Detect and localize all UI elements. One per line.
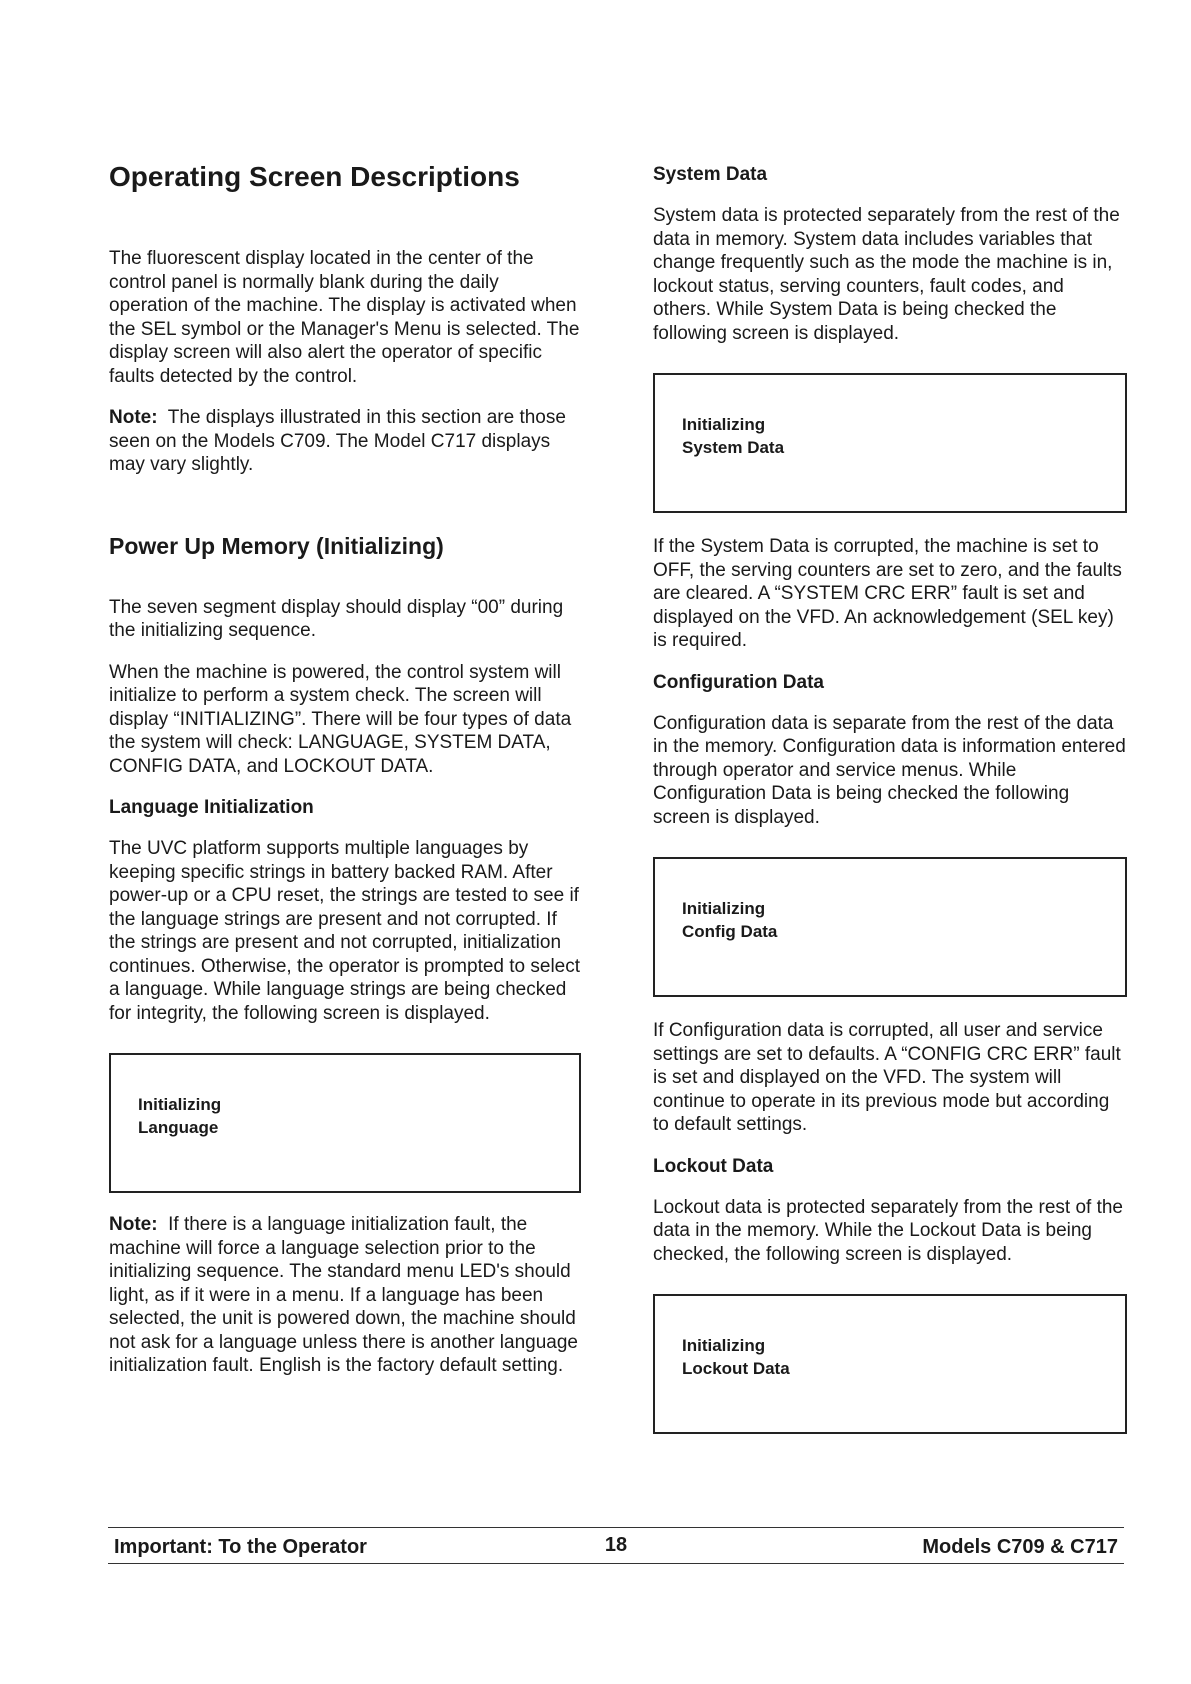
left-column bbox=[109, 160, 581, 1378]
screen-text bbox=[138, 1093, 221, 1139]
language-paragraph: The UVC platform supports multiple languages by keeping specific strings in battery backed RAM. After power-up or a CPU reset, the strings are tested to see if the language strings are present and not corrupted. If the strings are present and not corrupted, initialization continues. Otherwise, the operator is prompted to select a language. While language strings are being checked for integrity, the following screen is displayed. bbox=[109, 838, 581, 1024]
system-screen-box bbox=[653, 373, 1127, 513]
config-data-paragraph: Configuration data is separate from the rest of the data in the memory. Configuration data is information entered through operator and service menus. While Configuration Data is being checked the following screen is displayed. bbox=[653, 712, 1126, 828]
config-data-heading: Configuration Data bbox=[653, 671, 824, 693]
system-data-heading: System Data bbox=[653, 164, 768, 185]
screen-text bbox=[682, 897, 777, 943]
note-paragraph bbox=[109, 406, 581, 477]
language-heading: Language Initialization bbox=[109, 797, 314, 818]
page-footer bbox=[108, 1527, 1124, 1564]
lockout-data-paragraph: Lockout data is protected separately from the rest of the data in the memory. While the Lockout Data is being checked, the following screen is displayed. bbox=[653, 1196, 1123, 1265]
screen-text bbox=[682, 1334, 790, 1380]
footer-left-text: Important: To the Operator bbox=[114, 1536, 367, 1558]
screen-line-2: Config Data bbox=[682, 922, 778, 941]
config-screen-box bbox=[653, 857, 1127, 997]
right-column bbox=[653, 160, 1127, 1434]
note-paragraph-2 bbox=[109, 1213, 581, 1378]
screen-line-2: System Data bbox=[682, 438, 785, 457]
screen-text bbox=[682, 413, 784, 459]
system-data-paragraph: System data is protected separately from the rest of the data in memory. System data includes variables that change frequently such as the mode the machine is in, lockout status, serving counters, fault codes, and others. While System Data is being checked the following screen is displayed. bbox=[653, 205, 1120, 344]
note-text: If there is a language initialization fault, the machine will force a language selection prior to the initializing sequence. The standard menu LED's should light, as if it were in a menu. If a language has been selected, the unit is powered down, the machine should not ask for a language unless there is another language initialization fault. English is the factory default setting. bbox=[109, 1214, 578, 1376]
screen-line-1: Initializing bbox=[682, 415, 766, 434]
seven-segment-paragraph: The seven segment display should display “00” during the initializing sequence. bbox=[109, 596, 564, 641]
note-text: The displays illustrated in this section are those seen on the Models C709. The Model C717 displays may vary slightly. bbox=[109, 407, 566, 475]
screen-line-1: Initializing bbox=[138, 1095, 222, 1114]
lockout-data-heading: Lockout Data bbox=[653, 1155, 774, 1177]
screen-line-1: Initializing bbox=[682, 899, 766, 918]
language-screen-box bbox=[109, 1053, 581, 1193]
intro-paragraph: The fluorescent display located in the center of the control panel is normally blank during the daily operation of the machine. The display is activated when the SEL symbol or the Manager's Menu is selected. The display screen will also alert the operator of specific faults detected by the control. bbox=[109, 248, 580, 387]
screen-line-2: Lockout Data bbox=[682, 1359, 790, 1378]
footer-right-text: Models C709 & C717 bbox=[922, 1536, 1118, 1558]
screen-line-1: Initializing bbox=[682, 1336, 766, 1355]
powered-paragraph: When the machine is powered, the control system will initialize to perform a system check. The screen will display “INITIALIZING”. There will be four types of data the system will check: LANGUAGE, SYSTEM DATA, CONFIG DATA, and LOCKOUT DATA. bbox=[109, 661, 572, 777]
system-corrupt-paragraph: If the System Data is corrupted, the machine is set to OFF, the serving counters are set to zero, and the faults are cleared. A “SYSTEM CRC ERR” fault is set and displayed on the VFD. An acknowledgement (SEL key) is required. bbox=[653, 536, 1122, 651]
page-number: 18 bbox=[604, 1534, 628, 1556]
note-label: Note: bbox=[109, 407, 158, 428]
config-corrupt-paragraph: If Configuration data is corrupted, all user and service settings are set to defaults. A “CONFIG CRC ERR” fault is set and displayed on the VFD. The system will continue to operate in its previous mode but according to default settings. bbox=[653, 1020, 1121, 1135]
screen-line-2: Language bbox=[138, 1118, 219, 1137]
page-title: Operating Screen Descriptions bbox=[109, 161, 520, 192]
section-title: Power Up Memory (Initializing) bbox=[109, 532, 444, 559]
lockout-screen-box bbox=[653, 1294, 1127, 1434]
note-label: Note: bbox=[109, 1214, 158, 1235]
